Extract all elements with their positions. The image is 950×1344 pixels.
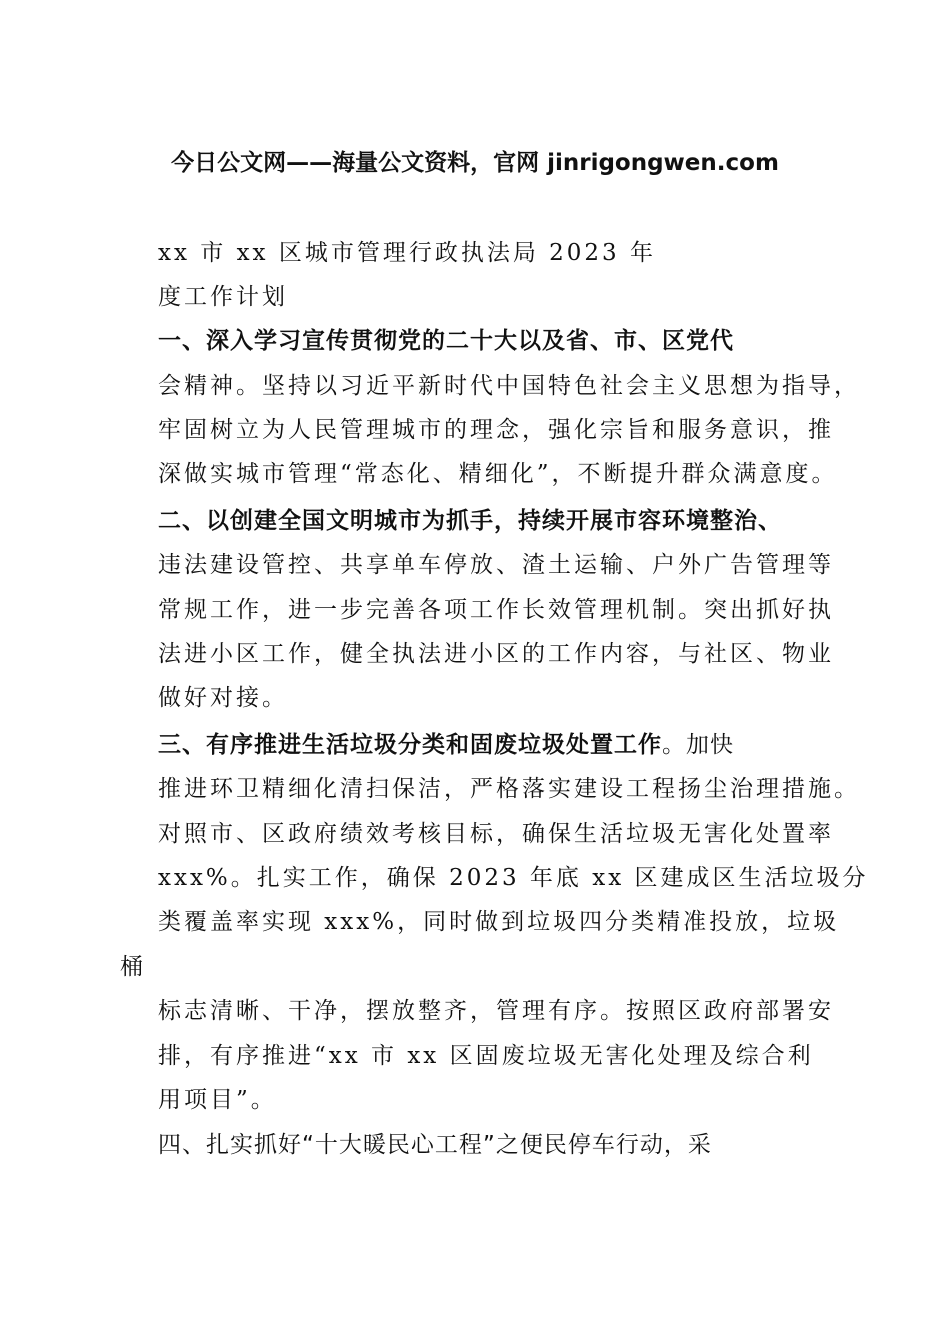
section-3-line-8: 用项目”。 bbox=[158, 1087, 277, 1113]
section-2-line-3: 法进小区工作，健全执法进小区的工作内容，与社区、物业 bbox=[158, 641, 834, 667]
title-line-1: xx 市 xx 区城市管理行政执法局 2023 年 bbox=[158, 240, 656, 266]
section-2-line-4: 做好对接。 bbox=[158, 685, 288, 711]
section-1-line-2: 牢固树立为人民管理城市的理念，强化宗旨和服务意识，推 bbox=[158, 417, 834, 443]
section-3-heading bbox=[158, 728, 734, 762]
section-1-heading-text: 一、深入学习宣传贯彻党的二十大以及省、市、区党代 bbox=[158, 328, 734, 354]
section-3-line-7: 排，有序推进“xx 市 xx 区固废垃圾无害化处理及综合利 bbox=[158, 1043, 814, 1069]
title-line-2: 度工作计划 bbox=[158, 284, 288, 310]
section-3-line-2: 对照市、区政府绩效考核目标，确保生活垃圾无害化处置率 bbox=[158, 821, 834, 847]
section-3-heading-tail: 。加快 bbox=[662, 732, 734, 758]
section-3-line-4: 类覆盖率实现 xxx%，同时做到垃圾四分类精准投放，垃圾 bbox=[158, 909, 840, 935]
section-3-line-1: 推进环卫精细化清扫保洁，严格落实建设工程扬尘治理措施。 bbox=[158, 776, 860, 802]
section-1-line-3: 深做实城市管理“常态化、精细化”，不断提升群众满意度。 bbox=[158, 461, 838, 487]
section-2-line-1: 违法建设管控、共享单车停放、渣土运输、户外广告管理等 bbox=[158, 552, 834, 578]
section-2-heading-text: 二、以创建全国文明城市为抓手，持续开展市容环境整治、 bbox=[158, 508, 782, 534]
section-3-heading-text: 三、有序推进生活垃圾分类和固废垃圾处置工作 bbox=[158, 732, 662, 758]
section-3-line-6: 标志清晰、干净，摆放整齐，管理有序。按照区政府部署安 bbox=[158, 998, 834, 1024]
section-2-line-2: 常规工作，进一步完善各项工作长效管理机制。突出抓好执 bbox=[158, 597, 834, 623]
section-1-line-1: 会精神。坚持以习近平新时代中国特色社会主义思想为指导， bbox=[158, 373, 860, 399]
section-4-heading bbox=[158, 1128, 712, 1162]
section-4-heading-text: 四、扎实抓好“十大暖民心工程”之便民停车行动，采 bbox=[158, 1132, 712, 1158]
section-3-line-3: xxx%。扎实工作，确保 2023 年底 xx 区建成区生活垃圾分 bbox=[158, 865, 869, 891]
section-1-heading bbox=[158, 324, 734, 358]
section-3-line-5: 桶 bbox=[120, 954, 146, 980]
section-2-heading bbox=[158, 504, 782, 538]
site-header: 今日公文网——海量公文资料，官网 jinrigongwen.com bbox=[171, 150, 779, 176]
